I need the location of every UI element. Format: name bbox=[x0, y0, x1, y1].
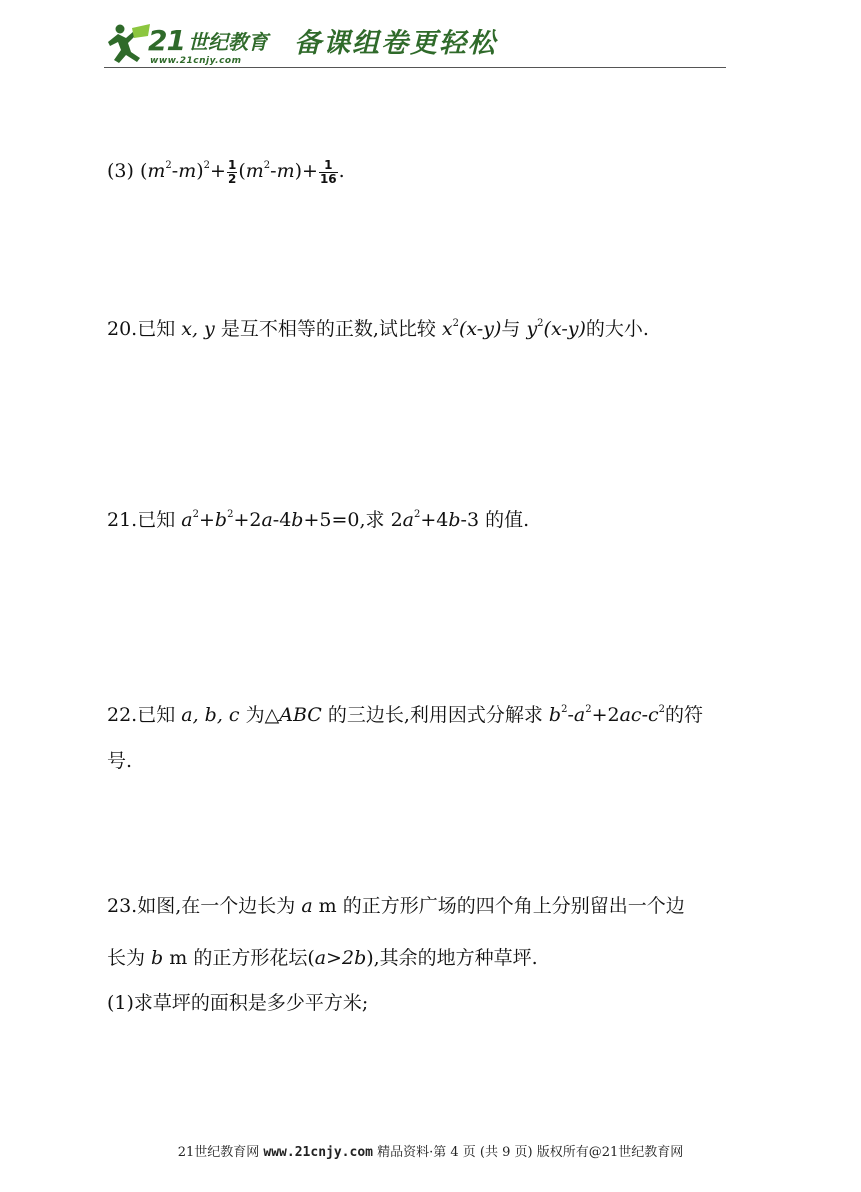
question-21: 21.已知 $a^2+b^2+2a-4b+5=0$,求 $2a^2+4b-3$ 的值. bbox=[107, 509, 530, 531]
question-22-line-2: 号. bbox=[107, 750, 133, 772]
question-23-line-1: 23.如图,在一个边长为 a m 的正方形广场的四个角上分别留出一个边 bbox=[107, 895, 685, 917]
logo-url: www.21cnjy.com bbox=[150, 56, 242, 66]
question-20: 20.已知 x, y 是互不相等的正数,试比较 $x^2(x-y)$与 $y^2(x-y)$的大小. bbox=[107, 318, 649, 340]
footer-site: 21世纪教育网 bbox=[177, 1145, 260, 1160]
footer-url[interactable]: www.21cnjy.com bbox=[263, 1145, 373, 1160]
logo-number: 21 bbox=[148, 24, 185, 57]
question-19-part-3: (3) $(m^2-m)^2+$ $\frac{1}{2}$ $(m^2-m)+$ $\frac{1}{16}$ . bbox=[107, 157, 345, 186]
question-22-line-1: 22.已知 a, b, c 为△ABC 的三边长,利用因式分解求 $b^2-a^2+2ac-c^2$的符 bbox=[107, 704, 704, 726]
question-23-subpart-1: (1)求草坪的面积是多少平方米; bbox=[107, 992, 369, 1014]
page-footer bbox=[0, 1141, 861, 1160]
logo-text: 世纪教育 bbox=[188, 30, 268, 54]
fraction-one-sixteenth: $\frac{1}{16}$ bbox=[319, 157, 337, 186]
footer-info: 精品资料·第 4 页 (共 9 页) 版权所有@21世纪教育网 bbox=[377, 1145, 684, 1160]
header-divider bbox=[104, 67, 726, 68]
question-23-line-2: 长为 b m 的正方形花坛(a>2b),其余的地方种草坪. bbox=[107, 947, 538, 969]
page-header bbox=[104, 22, 726, 72]
fraction-one-half: $\frac{1}{2}$ bbox=[227, 157, 237, 186]
runner-logo-icon bbox=[104, 22, 154, 66]
header-slogan: 备课组卷更轻松 bbox=[294, 28, 497, 59]
